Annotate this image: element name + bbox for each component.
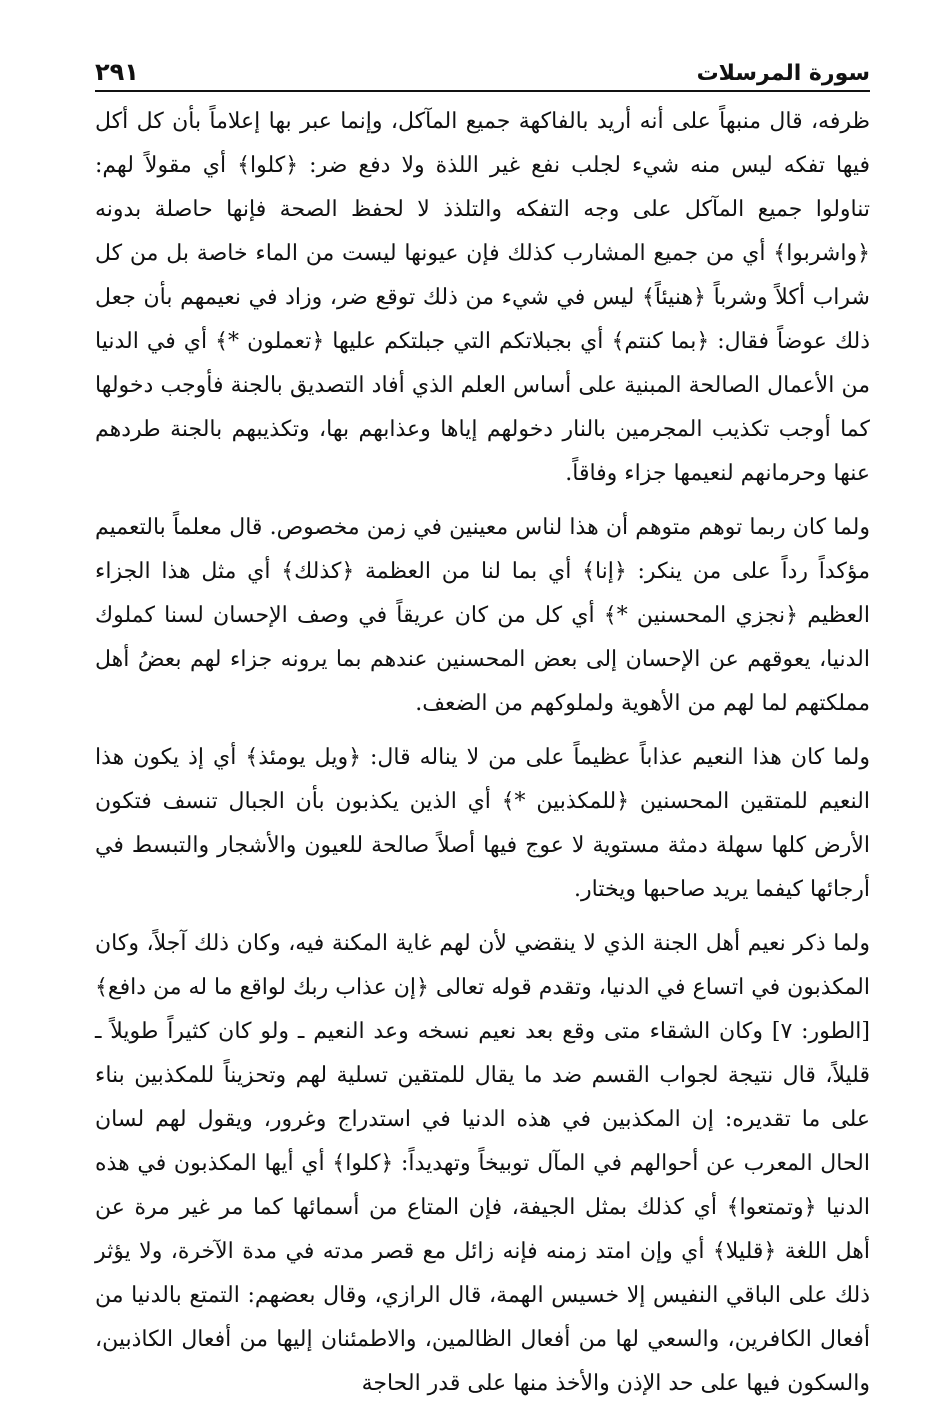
surah-title: سورة المرسلات: [696, 61, 870, 86]
page-body: [95, 100, 870, 1406]
paragraph-4: ولما ذكر نعيم أهل الجنة الذي لا ينقضي لأن لهم غاية المكنة فيه، وكان ذلك آجلاً، وكان المكذبون في اتساع في الدنيا، وتقدم قوله تعالى ﴿إن عذاب ربك لواقع ما له من دافع﴾ [الطور: ٧] وكان الشقاء متى وقع بعد نعيم نسخه وعد النعيم ـ ولو كان كثيراً طويلاً ـ قليلاً، قال نتيجة لجواب القسم ضد ما يقال للمتقين تسلية لهم وتحزيناً للمكذبين بناء على ما تقديره: إن المكذبين في هذه الدنيا في استدراج وغرور، ويقول لهم لسان الحال المعرب عن أحوالهم في المآل توبيخاً وتهديداً: ﴿كلوا﴾ أي أيها المكذبون في هذه الدنيا ﴿وتمتعوا﴾ أي كذلك بمثل الجيفة، فإن المتاع من أسمائها كما مر غير مرة عن أهل اللغة ﴿قليلا﴾ أي وإن امتد زمنه فإنه زائل مع قصر مدته في مدة الآخرة، ولا يؤثر ذلك على الباقي النفيس إلا خسيس الهمة، قال الرازي، وقال بعضهم: التمتع بالدنيا من أفعال الكافرين، والسعي لها من أفعال الظالمين، والاطمئنان إليها من أفعال الكاذبين، والسكون فيها على حد الإذن والأخذ منها على قدر الحاجة: [95, 931, 870, 1396]
paragraph-1: ظرفه، قال منبهاً على أنه أريد بالفاكهة جميع المآكل، وإنما عبر بها إعلاماً بأن كل أكل فيها تفكه ليس منه شيء لجلب نفع غير اللذة ولا دفع ضر: ﴿كلوا﴾ أي مقولاً لهم: تناولوا جميع المآكل على وجه التفكه والتلذذ لا لحفظ الصحة فإنها حاصلة بدونه ﴿واشربوا﴾ أي من جميع المشارب كذلك فإن عيونها ليست من الماء خاصة بل من كل شراب أكلاً وشرباً ﴿هنيئاً﴾ ليس في شيء من ذلك توقع ضر، وزاد في نعيمهم بأن جعل ذلك عوضاً فقال: ﴿بما كنتم﴾ أي بجبلاتكم التي جبلتكم عليها ﴿تعملون *﴾ أي في الدنيا من الأعمال الصالحة المبنية على أساس العلم الذي أفاد التصديق بالجنة فأوجب دخولها كما أوجب تكذيب المجرمين بالنار دخولهم إياها وعذابهم بها، وتكذيبهم بالجنة طردهم عنها وحرمانهم لنعيمها جزاء وفاقاً.: [95, 109, 870, 486]
paragraph-2: ولما كان ربما توهم متوهم أن هذا لناس معينين في زمن مخصوص. قال معلماً بالتعميم مؤكداً رداً على من ينكر: ﴿إنا﴾ أي بما لنا من العظمة ﴿كذلك﴾ أي مثل هذا الجزاء العظيم ﴿نجزي المحسنين *﴾ أي كل من كان عريقاً في وصف الإحسان لسنا كملوك الدنيا، يعوقهم عن الإحسان إلى بعض المحسنين عندهم بما يرونه جزاء لهم بعضُ أهل مملكتهم لما لهم من الأهوية ولملوكهم من الضعف.: [95, 515, 870, 716]
page-header: [95, 42, 870, 92]
paragraph-3: ولما كان هذا النعيم عذاباً عظيماً على من لا يناله قال: ﴿ويل يومئذ﴾ أي إذ يكون هذا النعيم للمتقين المحسنين ﴿للمكذبين *﴾ أي الذين يكذبون بأن الجبال تنسف فتكون الأرض كلها سهلة دمثة مستوية لا عوج فيها أصلاً صالحة للعيون والأشجار والتبسط في أرجائها كيفما يريد صاحبها ويختار.: [95, 745, 870, 902]
page-number: ٢٩١: [95, 58, 139, 86]
book-page: [95, 42, 870, 1406]
